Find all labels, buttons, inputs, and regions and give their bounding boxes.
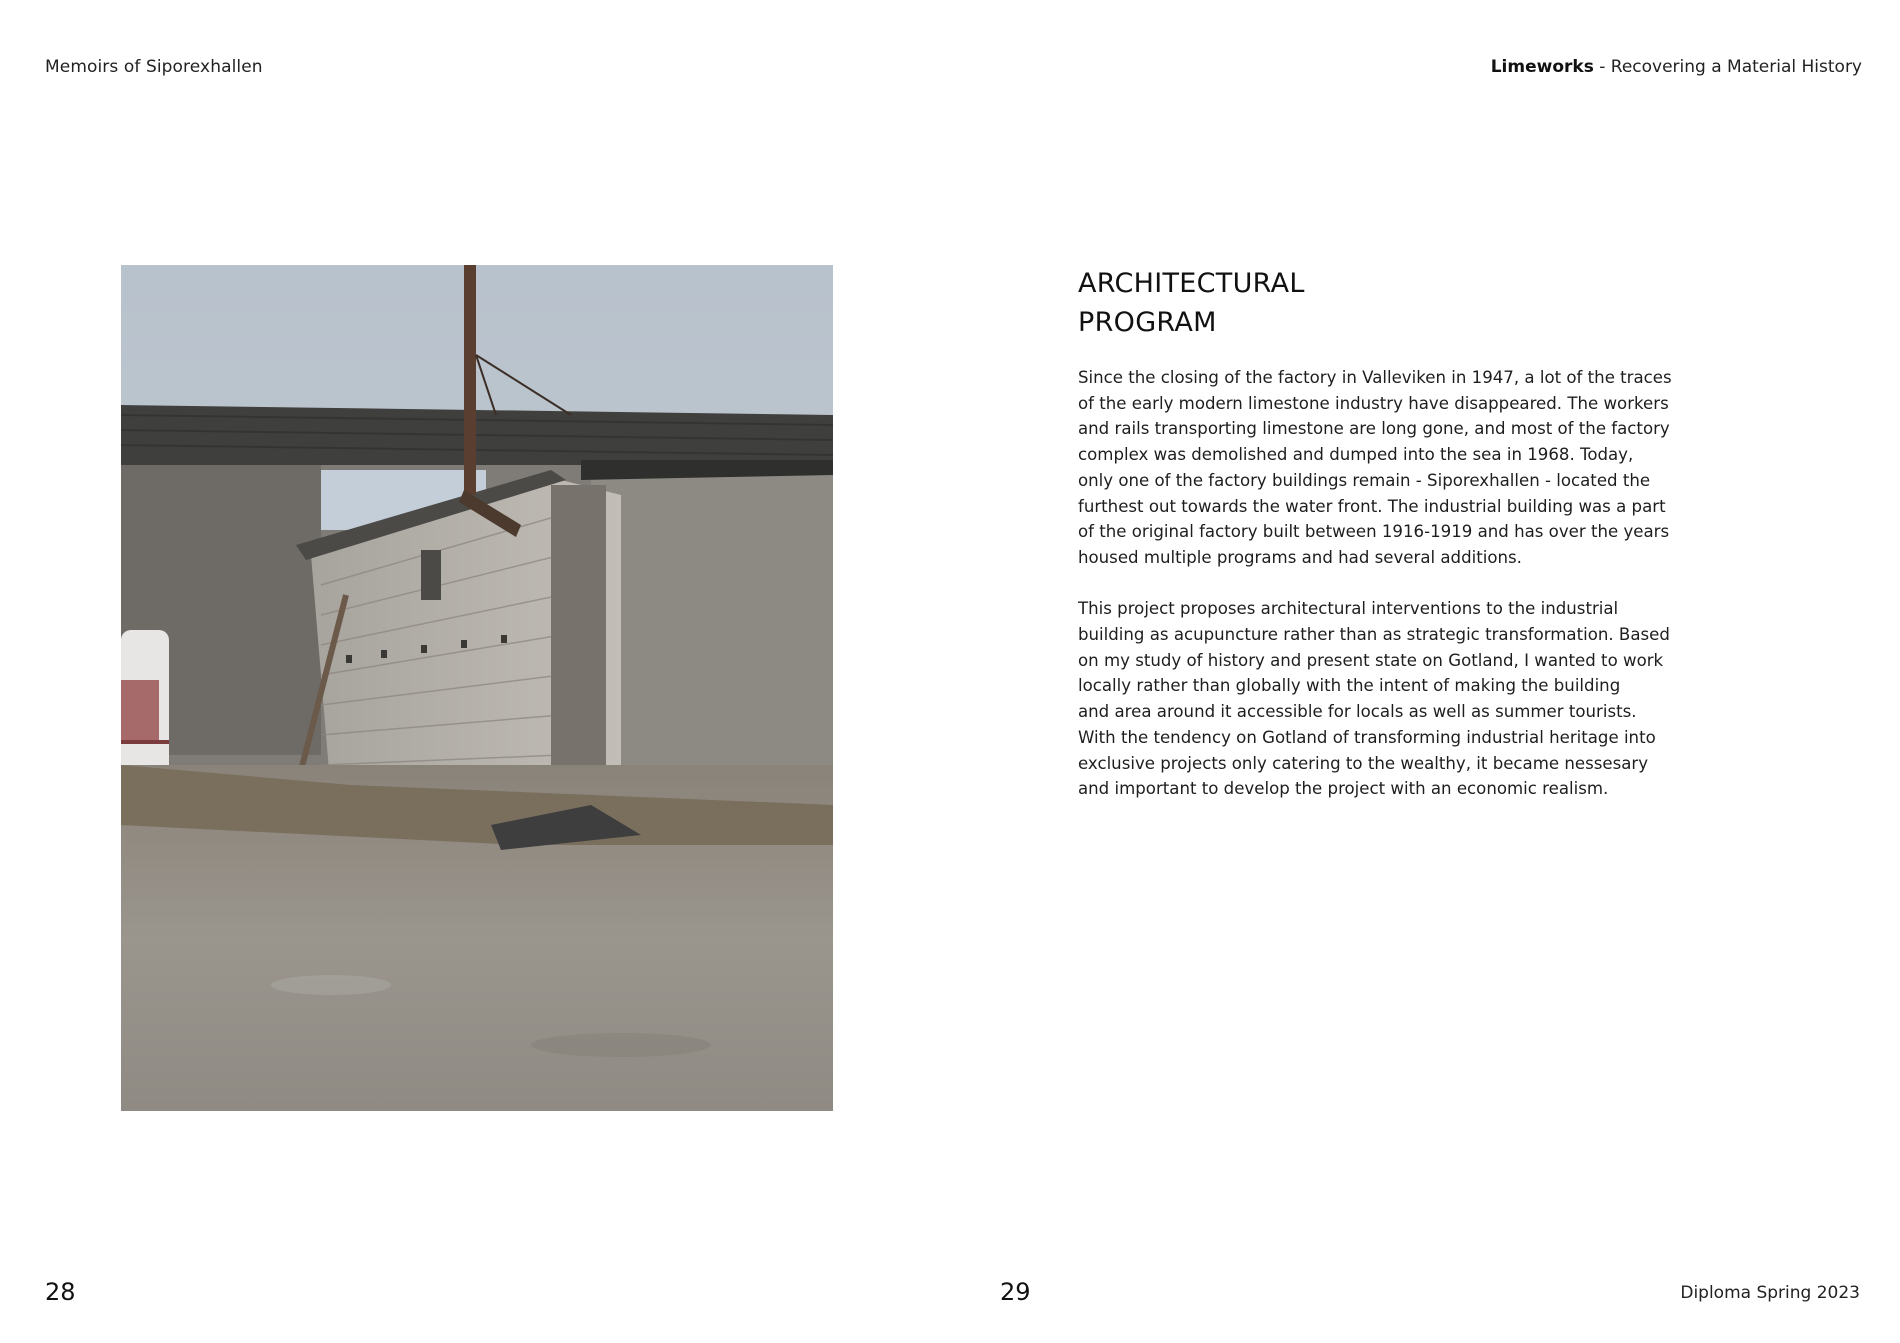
paragraph-1 [1078,365,1678,571]
right-wall [591,465,833,805]
section-title-line-1: ARCHITECTURAL [1078,268,1305,299]
header-right-bold: Limeworks [1490,57,1594,77]
text-line: With the tendency on Gotland of transforming industrial heritage into [1078,727,1656,747]
body-text [1078,365,1678,828]
text-line: only one of the factory buildings remain - Siporexhallen - located the [1078,470,1651,490]
page-number-right: 29 [1000,1278,1031,1306]
text-line: Since the closing of the factory in Valleviken in 1947, a lot of the traces [1078,368,1672,387]
text-line: and rails transporting limestone are long gone, and most of the factory [1078,419,1670,439]
text-line: furthest out towards the water front. The industrial building was a part [1078,496,1666,516]
text-line: exclusive projects only catering to the wealthy, it became nessesary [1078,753,1649,773]
stone-pier [551,485,606,795]
text-line: building as acupuncture rather than as strategic transformation. Based [1078,625,1670,645]
section-title [1078,264,1305,342]
text-line: of the early modern limestone industry have disappeared. The workers [1078,393,1669,413]
header-right-rest: - Recovering a Material History [1593,57,1862,77]
text-line: and area around it accessible for locals as well as summer tourists. [1078,702,1637,722]
small-window [421,550,441,600]
section-title-line-2: PROGRAM [1078,307,1217,338]
factory-photo-illustration [121,265,833,1111]
text-line: of the original factory built between 1916-1919 and has over the years [1078,522,1670,542]
text-line: housed multiple programs and had several additions. [1078,547,1522,567]
text-line: locally rather than globally with the intent of making the building [1078,676,1621,696]
pole [464,265,476,495]
text-line: on my study of history and present state on Gotland, I wanted to work [1078,650,1664,670]
factory-photo [121,265,833,1111]
header-right-title [1491,57,1862,77]
page-number-left: 28 [45,1278,76,1306]
header-left-title: Memoirs of Siporexhallen [45,57,263,77]
footer-label: Diploma Spring 2023 [1680,1283,1860,1303]
text-line: complex was demolished and dumped into the sea in 1968. Today, [1078,445,1634,465]
paragraph-2 [1078,596,1678,802]
text-line: This project proposes architectural interventions to the industrial [1078,599,1619,619]
text-line: and important to develop the project with an economic realism. [1078,779,1609,799]
